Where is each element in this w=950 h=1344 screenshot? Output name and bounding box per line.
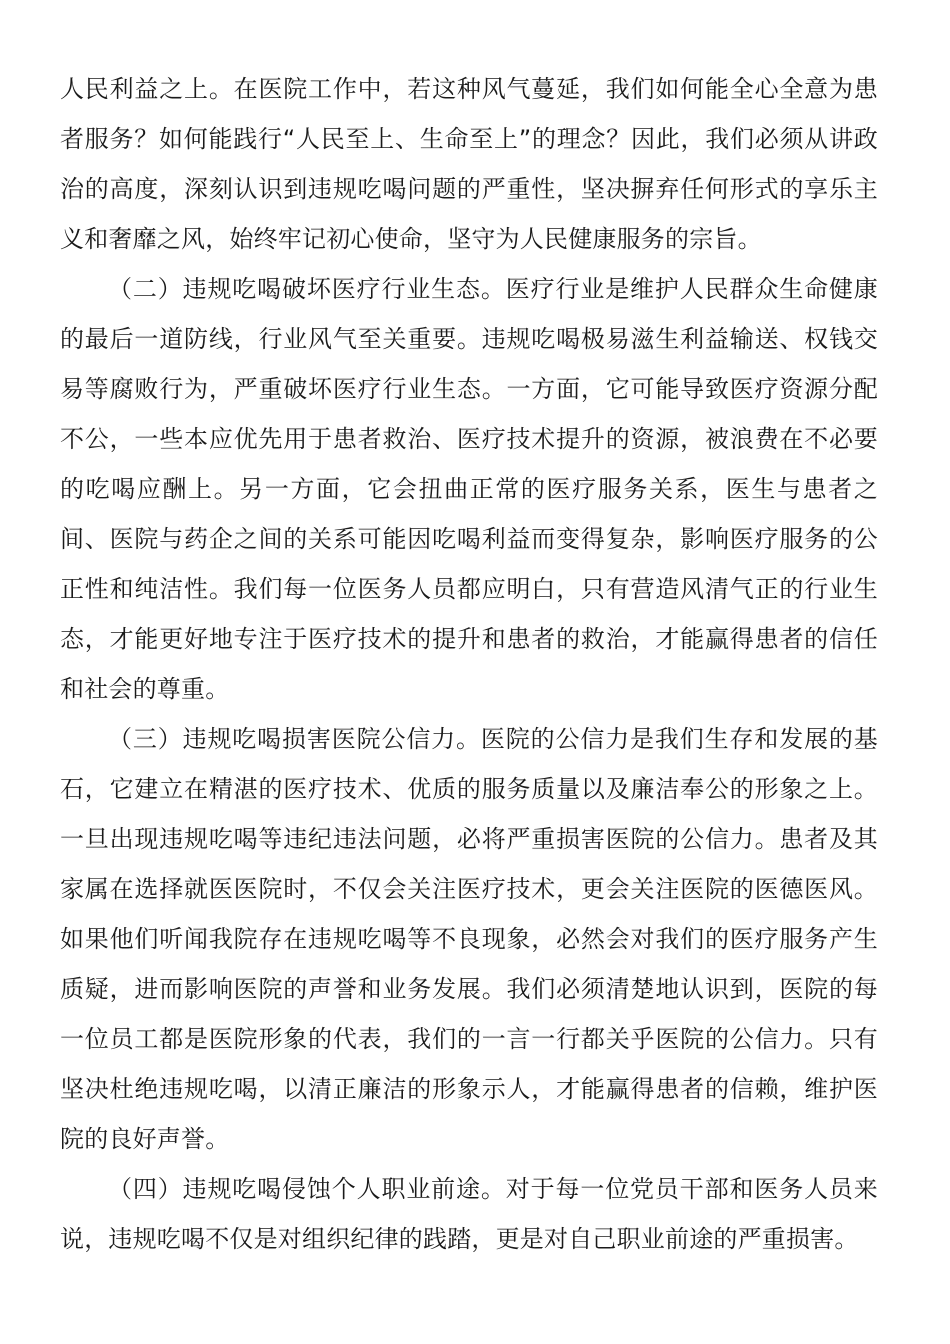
paragraph-continuation: 人民利益之上。在医院工作中，若这种风气蔓延，我们如何能全心全意为患者服务？如何能践行“人民至上、生命至上”的理念？因此，我们必须从讲政治的高度，深刻认识到违规吃喝问题的严重性，坚决摒弃任何形式的享乐主义和奢靡之风，始终牢记初心使命，坚守为人民健康服务的宗旨。 [60,75,878,253]
paragraph-section-four: （四）违规吃喝侵蚀个人职业前途。对于每一位党员干部和医务人员来说，违规吃喝不仅是对组织纪律的践踏，更是对自己职业前途的严重损害。 [60,1175,878,1253]
paragraph-section-three: （三）违规吃喝损害医院公信力。医院的公信力是我们生存和发展的基石，它建立在精湛的医疗技术、优质的服务质量以及廉洁奉公的形象之上。一旦出现违规吃喝等违纪违法问题，必将严重损害医院的公信力。患者及其家属在选择就医医院时，不仅会关注医疗技术，更会关注医院的医德医风。如果他们听闻我院存在违规吃喝等不良现象，必然会对我们的医疗服务产生质疑，进而影响医院的声誉和业务发展。我们必须清楚地认识到，医院的每一位员工都是医院形象的代表，我们的一言一行都关乎医院的公信力。只有坚决杜绝违规吃喝，以清正廉洁的形象示人，才能赢得患者的信赖，维护医院的良好声誉。 [60,725,878,1153]
paragraph-section-two: （二）违规吃喝破坏医疗行业生态。医疗行业是维护人民群众生命健康的最后一道防线，行业风气至关重要。违规吃喝极易滋生利益输送、权钱交易等腐败行为，严重破坏医疗行业生态。一方面，它可能导致医疗资源分配不公，一些本应优先用于患者救治、医疗技术提升的资源，被浪费在不必要的吃喝应酬上。另一方面，它会扭曲正常的医疗服务关系，医生与患者之间、医院与药企之间的关系可能因吃喝利益而变得复杂，影响医疗服务的公正性和纯洁性。我们每一位医务人员都应明白，只有营造风清气正的行业生态，才能更好地专注于医疗技术的提升和患者的救治，才能赢得患者的信任和社会的尊重。 [60,275,878,703]
document-body [60,64,878,1264]
